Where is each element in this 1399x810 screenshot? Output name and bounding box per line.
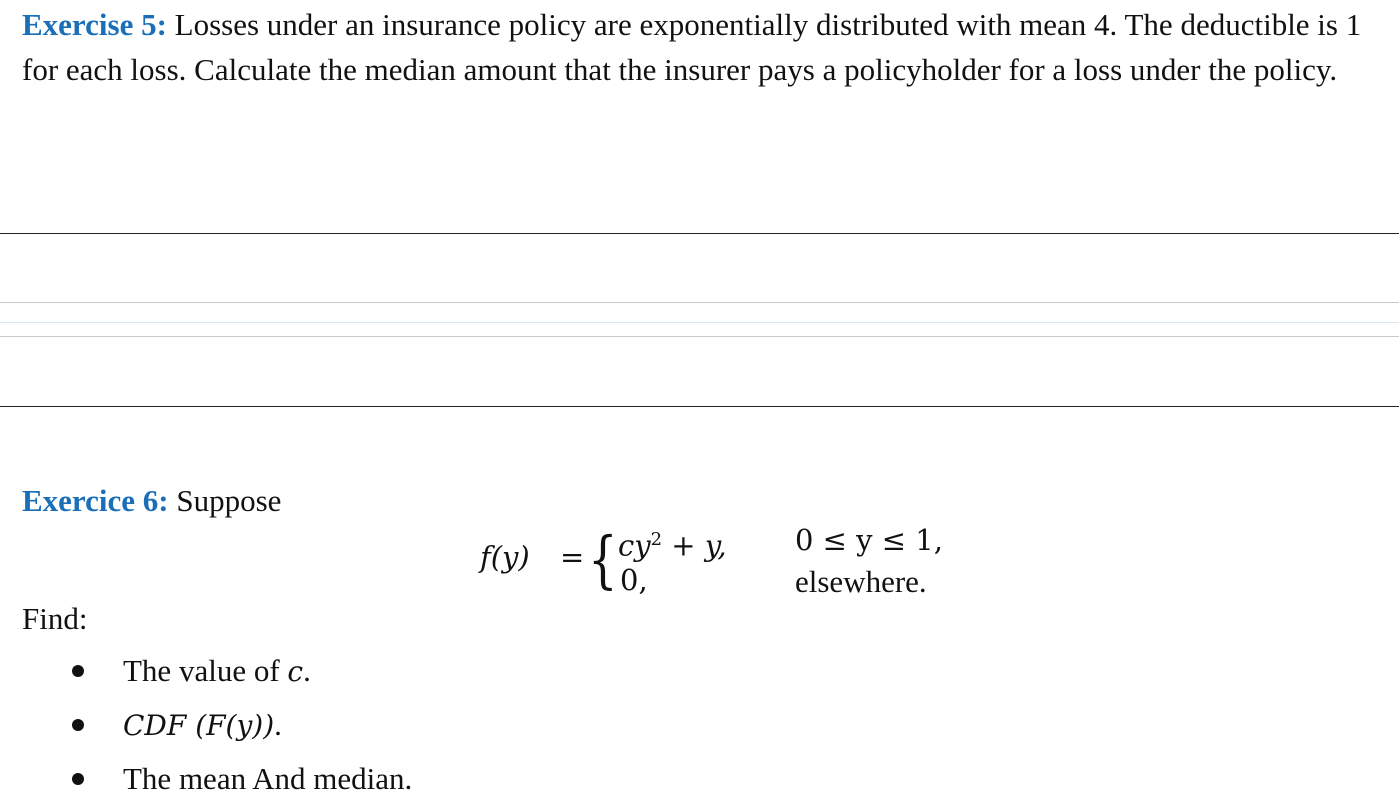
formula-case-1 [618, 520, 727, 566]
case-1-expr-a: cy [618, 528, 651, 563]
exercise-5-paragraph [22, 2, 1382, 92]
exercise-5-label: Exercise 5: [22, 7, 167, 42]
item-text-b: . [303, 653, 311, 688]
bullet-icon [72, 665, 84, 677]
formula-equals: = [560, 540, 585, 574]
exercise-6-label: Exercice 6: [22, 483, 169, 518]
formula-condition-1: 0 ≤ y ≤ 1, [795, 523, 943, 557]
divider-line [0, 302, 1399, 303]
formula-case-2: 0, [620, 563, 648, 597]
divider-line [0, 336, 1399, 337]
divider-line [0, 406, 1399, 407]
case-1-expr-b: + y, [662, 528, 727, 563]
list-item-text [123, 646, 311, 697]
formula-brace: { [588, 523, 618, 596]
formula-lhs: f(y) [480, 540, 530, 574]
item-text-b: . [274, 707, 282, 742]
exercise-6-heading [22, 478, 281, 523]
item-math: CDF (F(y)) [123, 709, 275, 742]
list-item-text [123, 700, 282, 751]
find-label: Find: [22, 601, 88, 636]
exercise-5-text: Losses under an insurance policy are exponentially distributed with mean 4. The deductible is 1 for each loss. Calculate the median amount that the insurer pays a policyholder for a loss under the policy. [22, 7, 1362, 87]
list-item-text [123, 754, 412, 805]
item-math: c [287, 655, 304, 688]
divider-line [0, 233, 1399, 234]
exercise-6-intro: Suppose [168, 483, 282, 518]
item-text-a: The value of [123, 653, 288, 688]
item-text-a: The mean And median. [123, 761, 413, 796]
bullet-icon [72, 773, 84, 785]
case-1-exponent: 2 [650, 529, 663, 550]
piecewise-formula [480, 520, 1000, 610]
bullet-icon [72, 719, 84, 731]
divider-line [0, 322, 1399, 323]
formula-condition-2: elsewhere. [795, 564, 927, 599]
